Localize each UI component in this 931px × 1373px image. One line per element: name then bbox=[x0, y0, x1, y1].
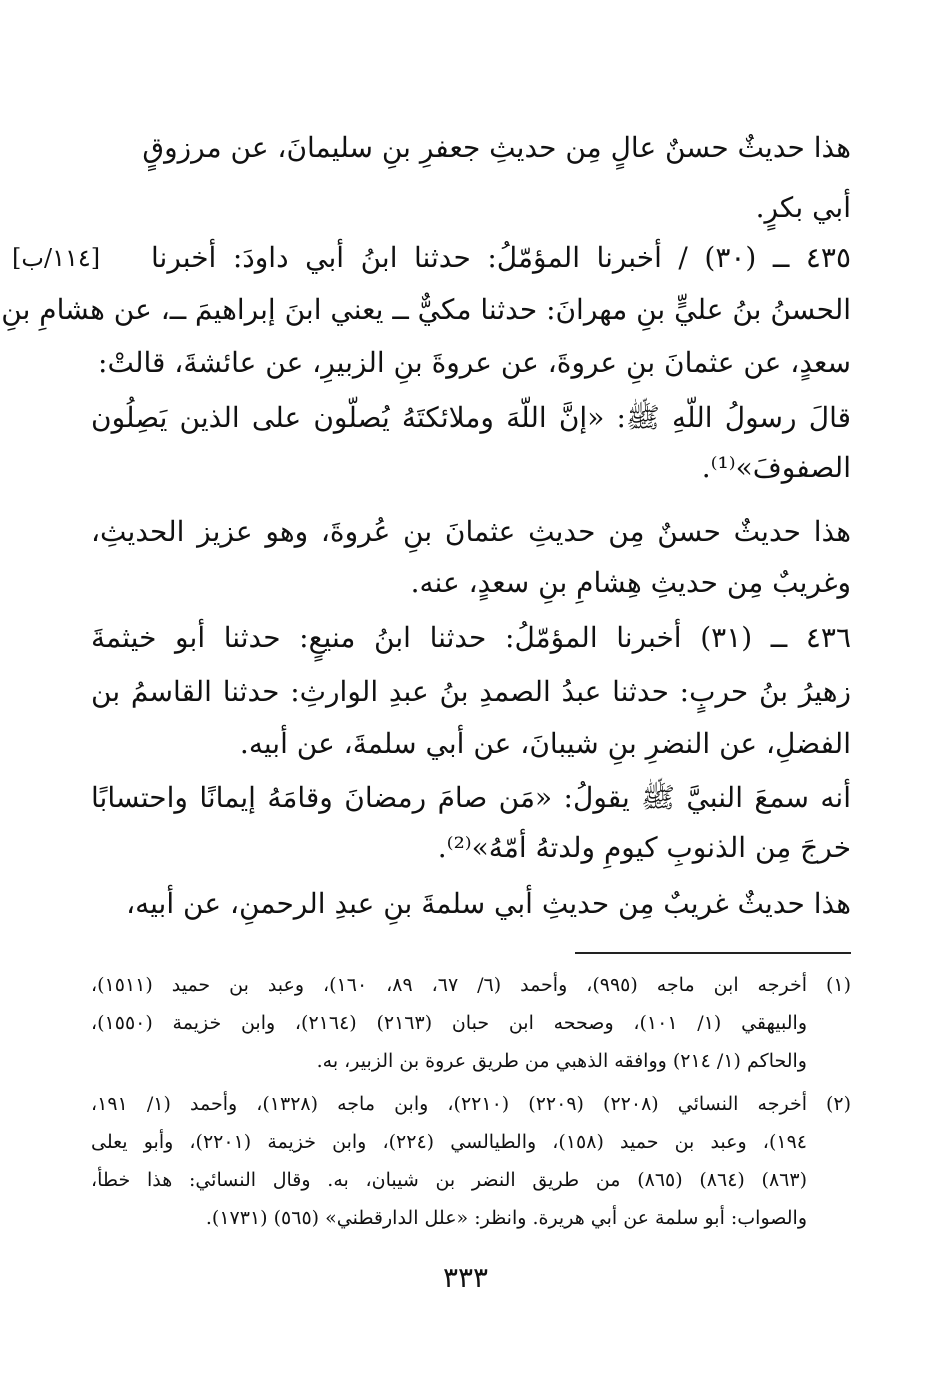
footnote-line: (٨٦٣) (٨٦٤) (٨٦٥) من طريق النضر بن شيبان، به. وقال النسائي: هذا خطأ، bbox=[91, 1169, 808, 1191]
text-line: خرجَ مِن الذنوبِ كيومِ ولدتهُ أمّهُ»⁽²⁾. bbox=[437, 831, 851, 864]
margin-folio-note: [١١٤/ب] bbox=[12, 244, 101, 272]
text-line: زهيرُ بنُ حربٍ: حدثنا عبدُ الصمدِ بنُ عبدِ الوارثِ: حدثنا القاسمُ بن bbox=[91, 675, 851, 708]
text-line: أنه سمعَ النبيَّ ﷺ يقولُ: «مَن صامَ رمضانَ وقامَهُ إيمانًا واحتسابًا bbox=[91, 781, 851, 814]
text-line: هذا حديثٌ غريبٌ مِن حديثِ أبي سلمةَ بنِ عبدِ الرحمنِ، عن أبيه، bbox=[126, 887, 851, 920]
page-number: ٣٣٣ bbox=[442, 1261, 489, 1294]
text-line: الفضلِ، عن النضرِ بنِ شيبانَ، عن أبي سلمةَ، عن أبيه. bbox=[239, 727, 851, 760]
text-line: سعدٍ، عن عثمانَ بنِ عروةَ، عن عروةَ بنِ الزبيرِ، عن عائشةَ، قالتْ: bbox=[98, 346, 851, 379]
text-line: قالَ رسولُ اللّهِ ﷺ: «إنَّ اللّهَ وملائكتَهُ يُصلّون على الذين يَصِلُون bbox=[91, 401, 851, 434]
footnote-separator bbox=[575, 952, 851, 954]
footnote-number: (٢) bbox=[825, 1093, 851, 1115]
text-line: هذا حديثٌ حسنٌ مِن حديثِ عثمانَ بنِ عُروةَ، وهو عزيز الحديثِ، bbox=[91, 515, 851, 548]
footnote-line: أخرجه النسائي (٢٢٠٨) (٢٢٠٩) (٢٢١٠)، وابن ماجه (١٣٢٨)، وأحمد (١/ ١٩١، bbox=[91, 1093, 807, 1115]
footnote-line: أخرجه ابن ماجه (٩٩٥)، وأحمد (٦/ ٦٧، ٨٩، ١٦٠)، وعبد بن حميد (١٥١١)، bbox=[91, 974, 807, 996]
hadith-436-heading-line: ٤٣٦ ــ (٣١) أخبرنا المؤمّلُ: حدثنا ابنُ منيعٍ: حدثنا أبو خيثمةَ bbox=[91, 621, 851, 654]
footnote-line: ١٩٤)، وعبد بن حميد (١٥٨)، والطيالسي (٢٢٤)، وابن خزيمة (٢٢٠١)، وأبو يعلى bbox=[91, 1131, 807, 1153]
footnote-line: والبيهقي (١/ ١٠١)، وصححه ابن حبان (٢١٦٣) (٢١٦٤)، وابن خزيمة (١٥٥٠)، bbox=[91, 1012, 807, 1034]
text-line: الحسنُ بنُ عليٍّ بنِ مهرانَ: حدثنا مكيٌّ ــ يعني ابنَ إبراهيمَ ــ، عن هشامِ بنِ bbox=[1, 293, 851, 326]
footnote-number: (١) bbox=[825, 974, 851, 996]
text-line: هذا حديثٌ حسنٌ عالٍ مِن حديثِ جعفرِ بنِ سليمانَ، عن مرزوقٍ bbox=[142, 131, 851, 164]
text-line: الصفوفَ»⁽¹⁾. bbox=[701, 451, 851, 484]
text-line: وغريبٌ مِن حديثِ هِشامِ بنِ سعدٍ، عنه. bbox=[410, 566, 851, 599]
footnote-line: والحاكم (١/ ٢١٤) ووافقه الذهبي من طريق عروة بن الزبير، به. bbox=[316, 1050, 807, 1072]
hadith-435-heading-line: ٤٣٥ ــ (٣٠) / أخبرنا المؤمّلُ: حدثنا ابنُ أبي داودَ: أخبرنا bbox=[151, 241, 852, 274]
text-line: أبي بكرٍ. bbox=[755, 191, 851, 224]
footnote-line: والصواب: أبو سلمة عن أبي هريرة. وانظر: «علل الدارقطني» (٥٦٥) (١٧٣١). bbox=[205, 1207, 807, 1229]
